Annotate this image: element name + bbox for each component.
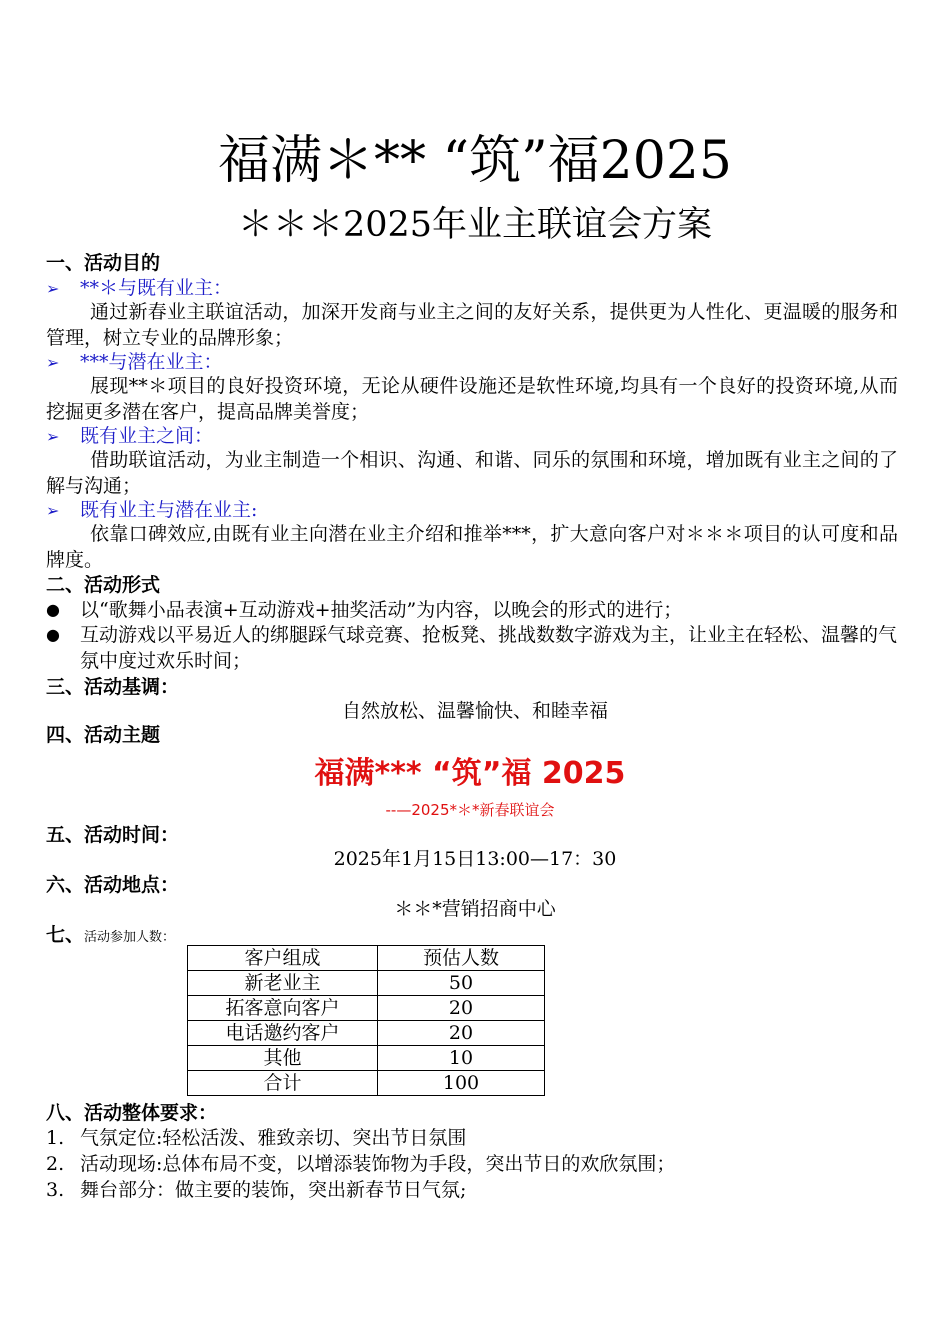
section-heading-time: 五、活动时间： bbox=[46, 824, 180, 846]
section-heading-location: 六、活动地点： bbox=[46, 874, 180, 896]
event-time: 2025年1月15日13:00—17：30 bbox=[333, 848, 617, 870]
section-heading-purpose: 一、活动目的 bbox=[46, 252, 161, 274]
event-location: ＊＊*营销招商中心 bbox=[394, 898, 556, 920]
theme-subtitle: --—2025*＊*新春联谊会 bbox=[385, 801, 555, 819]
table-cell: 合计 bbox=[188, 1071, 378, 1096]
section-heading-theme: 四、活动主题 bbox=[46, 724, 161, 746]
document-subtitle: ＊＊＊2025年业主联谊会方案 bbox=[237, 205, 713, 245]
table-header-cell: 预估人数 bbox=[378, 946, 545, 971]
table-header-row bbox=[188, 946, 545, 971]
section-heading-attendance: 七、活动参加人数： bbox=[46, 924, 176, 946]
purpose-paragraph: 通过新春业主联谊活动，加深开发商与业主之间的友好关系，提供更为人性化、更温暖的服务和管理，树立专业的品牌形象； bbox=[46, 301, 898, 349]
list-item: ● 互动游戏以平易近人的绑腿踩气球竞赛、抢板凳、挑战数数字游戏为主，让业主在轻松、温馨的气氛中度过欢乐时间； bbox=[46, 624, 898, 672]
theme-title: 福满*** “筑”福 2025 bbox=[314, 756, 626, 791]
bullet-dot-icon: ● bbox=[46, 600, 60, 619]
arrow-bullet-icon: ➢ bbox=[46, 427, 60, 446]
list-item: 2. 活动现场:总体布局不变，以增添装饰物为手段，突出节日的欢欣氛围； bbox=[46, 1153, 676, 1175]
purpose-subheading: ➢ 既有业主之间： bbox=[46, 423, 213, 450]
section-heading-requirements: 八、活动整体要求： bbox=[46, 1102, 218, 1124]
list-item: 1. 气氛定位:轻松活泼、雅致亲切、突出节日氛围 bbox=[46, 1127, 467, 1149]
table-cell: 其他 bbox=[188, 1046, 378, 1071]
purpose-paragraph: 借助联谊活动，为业主制造一个相识、沟通、和谐、同乐的氛围和环境，增加既有业主之间的了解与沟通； bbox=[46, 449, 898, 497]
purpose-paragraph: 依靠口碑效应,由既有业主向潜在业主介绍和推举***，扩大意向客户对＊＊＊项目的认可度和品牌度。 bbox=[46, 523, 898, 571]
bullet-dot-icon: ● bbox=[46, 625, 60, 644]
table-row bbox=[188, 1021, 545, 1046]
purpose-subheading: ➢ ***与潜在业主： bbox=[46, 349, 223, 376]
section-heading-tone: 三、活动基调： bbox=[46, 676, 180, 698]
table-cell: 20 bbox=[378, 1021, 545, 1046]
tone-text: 自然放松、温馨愉快、和睦幸福 bbox=[341, 700, 608, 722]
table-row bbox=[188, 996, 545, 1021]
purpose-subheading: ➢ **＊与既有业主： bbox=[46, 275, 232, 302]
table-cell: 100 bbox=[378, 1071, 545, 1096]
list-item: 3. 舞台部分：做主要的装饰，突出新春节日气氛; bbox=[46, 1179, 467, 1201]
table-cell: 50 bbox=[378, 971, 545, 996]
purpose-paragraph: 展现**＊项目的良好投资环境，无论从硬件设施还是软性环境,均具有一个良好的投资环境,从而挖掘更多潜在客户，提高品牌美誉度； bbox=[46, 375, 898, 423]
attendance-table bbox=[187, 945, 545, 1096]
table-cell: 新老业主 bbox=[188, 971, 378, 996]
document-title: 福满＊** “筑”福2025 bbox=[217, 131, 733, 191]
table-cell: 电话邀约客户 bbox=[188, 1021, 378, 1046]
table-cell: 20 bbox=[378, 996, 545, 1021]
table-row bbox=[188, 971, 545, 996]
arrow-bullet-icon: ➢ bbox=[46, 353, 60, 372]
table-cell: 10 bbox=[378, 1046, 545, 1071]
table-header-cell: 客户组成 bbox=[188, 946, 378, 971]
list-item: ● 以“歌舞小品表演+互动游戏+抽奖活动”为内容，以晚会的形式的进行； bbox=[46, 599, 683, 621]
table-row bbox=[188, 1046, 545, 1071]
arrow-bullet-icon: ➢ bbox=[46, 501, 60, 520]
purpose-subheading: ➢ 既有业主与潜在业主: bbox=[46, 497, 257, 524]
section-heading-form: 二、活动形式 bbox=[46, 574, 161, 596]
arrow-bullet-icon: ➢ bbox=[46, 279, 60, 298]
table-cell: 拓客意向客户 bbox=[188, 996, 378, 1021]
table-row bbox=[188, 1071, 545, 1096]
